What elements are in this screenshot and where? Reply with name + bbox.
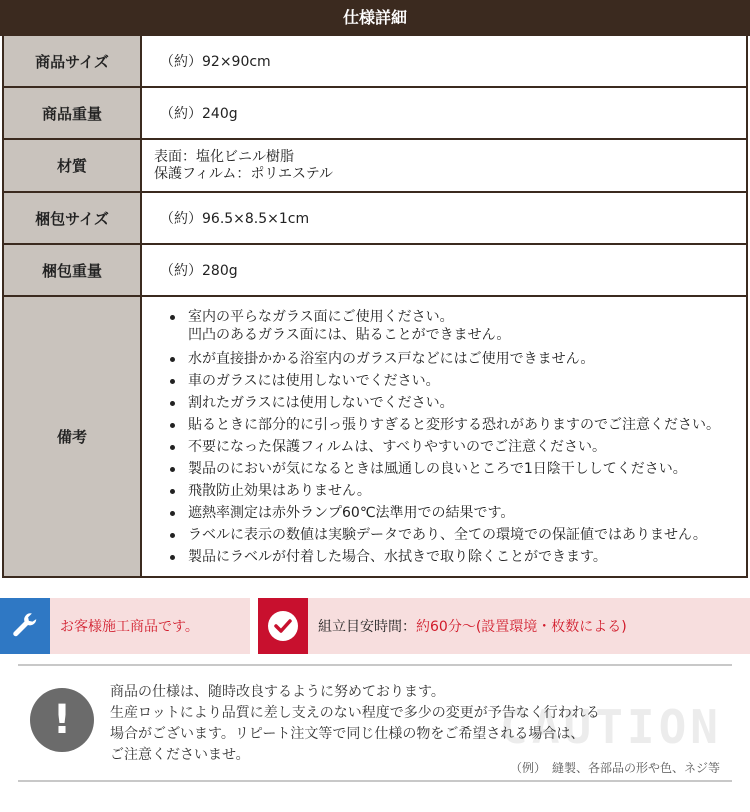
note-item: 不要になった保護フィルムは、すべりやすいのでご注意ください。 (168, 436, 720, 458)
assembly-time-banner (258, 598, 750, 654)
caution-example: （例） 縫製、各部品の形や色、ネジ等 (509, 761, 720, 775)
caution-line: ご注意くださいませ。 (110, 747, 250, 763)
caution-line: 商品の仕様は、随時改良するように努めております。 (110, 684, 445, 700)
spec-header: 仕様詳細 (0, 0, 750, 36)
spec-row-material (4, 138, 746, 191)
notes-value (142, 297, 746, 576)
spec-row-product-size (4, 36, 746, 86)
material-line: 保護フィルム：ポリエステル (154, 165, 334, 182)
spec-value: （約）96.5×8.5×1cm (160, 211, 310, 227)
note-item: 水が直接掛かかる浴室内のガラス戸などにはご使用できません。 (168, 348, 720, 370)
note-sub: 凹凸のあるガラス面には、貼ることができません。 (188, 326, 511, 343)
wrench-icon (0, 598, 50, 654)
spec-row-product-weight (4, 86, 746, 138)
caution-watermark: CAUTION (500, 700, 722, 754)
note-item: 割れたガラスには使用しないでください。 (168, 392, 720, 414)
note-item: 遮熱率測定は赤外ランプ60℃法準用での結果です。 (168, 502, 720, 524)
spec-label: 備考 (4, 297, 142, 576)
spec-value: （約）240g (160, 106, 238, 122)
spec-label: 商品サイズ (4, 36, 142, 86)
note-item: 室内の平らなガラス面にご使用ください。 凹凸のあるガラス面には、貼ることができません。 (168, 306, 720, 344)
spec-value (142, 140, 746, 191)
caution-box (18, 664, 732, 782)
spec-row-package-weight (4, 243, 746, 295)
material-line: 表面：塩化ビニル樹脂 (154, 148, 294, 165)
spec-label: 梱包重量 (4, 245, 142, 295)
caution-line: 生産ロットにより品質に差し支えのない程度で多少の変更が予告なく行われる (110, 705, 600, 721)
assembly-time-value: 約60分〜(設置環境・枚数による) (416, 619, 627, 635)
caution-line: 場合がございます。リピート注文等で同じ仕様の物をご希望される場合は、 (110, 726, 585, 742)
self-install-text: お客様施工商品です。 (60, 619, 199, 635)
notes-list (154, 306, 720, 568)
spec-row-package-size (4, 191, 746, 243)
caution-text (110, 682, 670, 766)
note-item: 車のガラスには使用しないでください。 (168, 370, 720, 392)
note-item: 製品にラベルが付着した場合、水拭きで取り除くことができます。 (168, 546, 720, 568)
spec-value: （約）92×90cm (160, 54, 271, 70)
spec-label: 材質 (4, 140, 142, 191)
assembly-time-text: 組立目安時間：約60分〜(設置環境・枚数による) (318, 619, 627, 635)
note-item: ラベルに表示の数値は実験データであり、全ての環境での保証値ではありません。 (168, 524, 720, 546)
spec-label: 商品重量 (4, 88, 142, 138)
note-item: 製品のにおいが気になるときは風通しの良いところで1日陰干ししてください。 (168, 458, 720, 480)
spec-label: 梱包サイズ (4, 193, 142, 243)
spec-table (2, 36, 748, 578)
note-item: 貼るときに部分的に引っ張りすぎると変形する恐れがありますのでご注意ください。 (168, 414, 720, 436)
note-item: 飛散防止効果はありません。 (168, 480, 720, 502)
clock-check-icon (258, 598, 308, 654)
spec-row-notes (4, 295, 746, 576)
self-install-banner (0, 598, 250, 654)
exclamation-icon: ! (30, 688, 94, 752)
spec-value: （約）280g (160, 263, 238, 279)
